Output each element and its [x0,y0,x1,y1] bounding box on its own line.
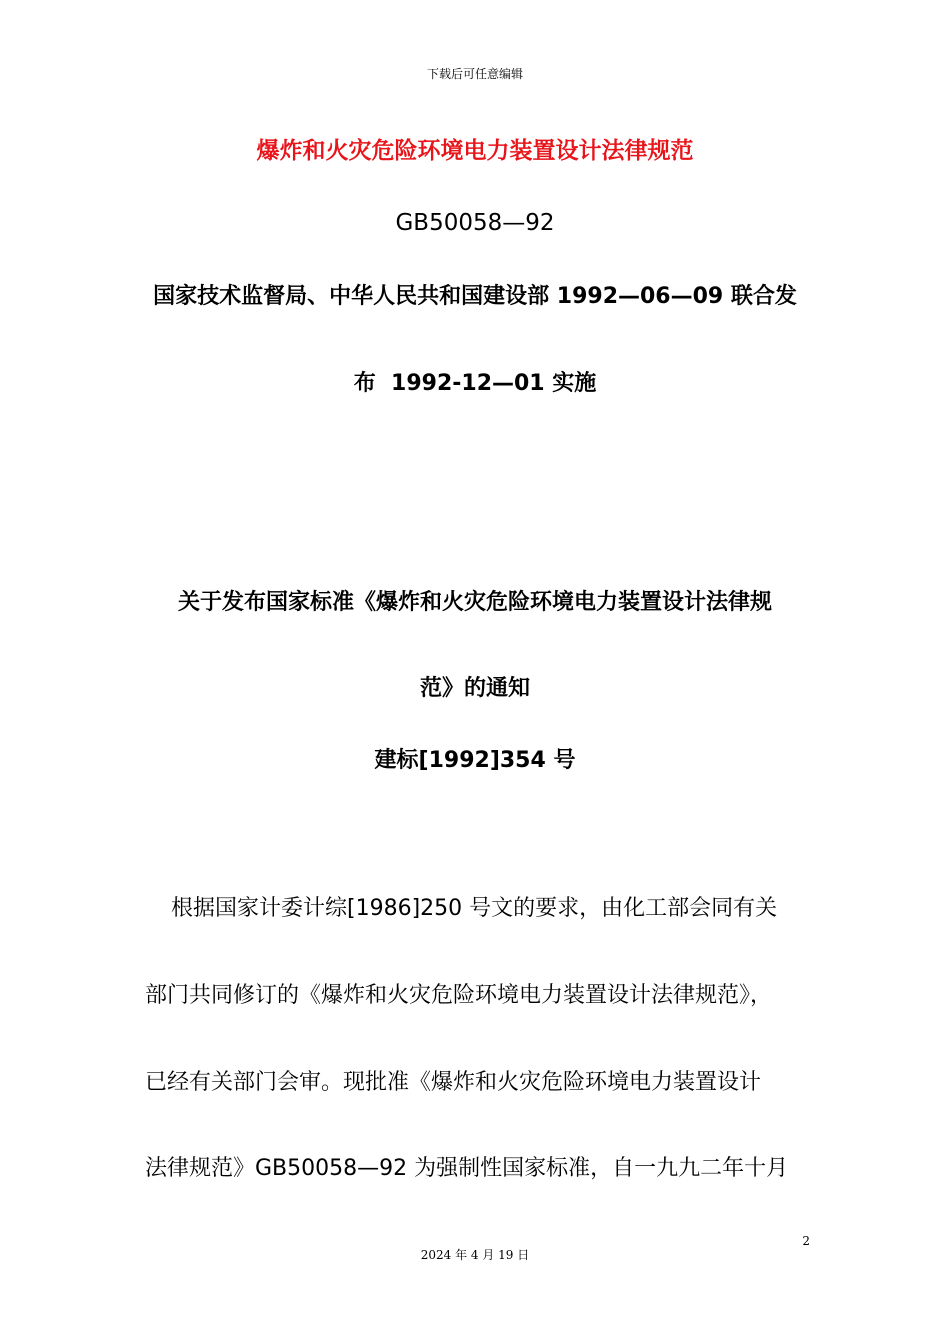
issuer-line-1: 国家技术监督局、中华人民共和国建设部 1992—06—09 联合发 [153,284,797,309]
footer-date: 2024 年 4 月 19 日 [420,1248,530,1262]
document-number: 建标[1992]354 号 [374,748,576,773]
issuer-line-2: 布 1992-12—01 实施 [353,371,597,396]
body-paragraph-line: 部门共同修订的《爆炸和火灾危险环境电力装置设计法律规范》， [145,983,773,1008]
document-title: 爆炸和火灾危险环境电力装置设计法律规范 [256,138,694,164]
body-paragraph-line: 法律规范》GB50058—92 为强制性国家标准，自一九九二年十月 [145,1156,789,1181]
page-number: 2 [802,1234,810,1248]
standard-code: GB50058—92 [395,210,555,236]
body-paragraph-line: 根据国家计委计综[1986]250 号文的要求，由化工部会同有关 [171,896,778,921]
header-note: 下载后可任意编辑 [426,67,523,81]
notice-title-line-2: 范》的通知 [419,676,530,701]
body-paragraph-line: 已经有关部门会审。现批准《爆炸和火灾危险环境电力装置设计 [145,1070,762,1095]
notice-title-line-1: 关于发布国家标准《爆炸和火灾危险环境电力装置设计法律规 [177,590,772,615]
